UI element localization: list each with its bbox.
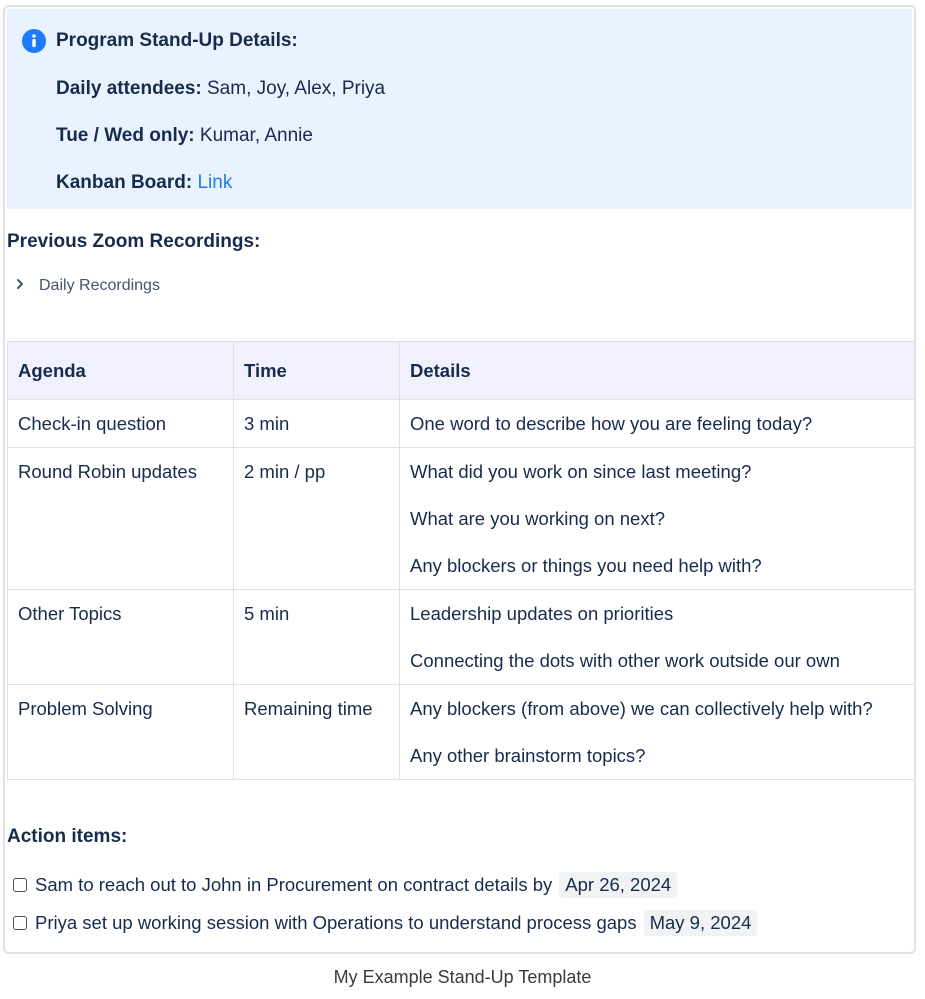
header-time: Time [234, 342, 400, 400]
agenda-text: Other Topics [18, 603, 122, 624]
kanban-board [56, 172, 232, 194]
time-cell [234, 590, 400, 685]
time-text: 3 min [244, 413, 290, 434]
details-text: Leadership updates on priorities [410, 603, 674, 624]
details-text: One word to describe how you are feeling today? [410, 413, 813, 434]
action-checkbox[interactable] [13, 878, 27, 892]
time-text: Remaining time [244, 698, 373, 719]
image-caption: My Example Stand-Up Template [333, 967, 592, 987]
tue-wed-value: Kumar, Annie [194, 125, 313, 146]
daily-attendees-label: Daily attendees: [56, 78, 202, 99]
details-text: What are you working on next? [410, 508, 666, 529]
header-agenda: Agenda [8, 342, 234, 400]
due-date[interactable]: May 9, 2024 [644, 910, 758, 936]
header-details: Details [400, 342, 917, 400]
table-row [8, 590, 917, 685]
agenda-cell [8, 590, 234, 685]
kanban-label: Kanban Board: [56, 172, 193, 193]
info-title: Program Stand-Up Details: [56, 30, 298, 51]
tue-wed-attendees [56, 125, 313, 147]
agenda-cell [8, 448, 234, 590]
action-checkbox[interactable] [13, 916, 27, 930]
time-cell [234, 685, 400, 780]
details-text: Any blockers (from above) we can collectively help with? [410, 698, 873, 719]
agenda-text: Round Robin updates [18, 461, 197, 482]
table-row [8, 685, 917, 780]
details-cell [400, 685, 917, 780]
details-text: Any blockers or things you need help with? [410, 555, 762, 576]
page-content [3, 5, 916, 954]
details-text: Connecting the dots with other work outside our own [410, 650, 840, 671]
time-cell [234, 400, 400, 448]
action-text: Sam to reach out to John in Procurement on contract details by [35, 874, 553, 895]
table-header-row [8, 342, 917, 400]
table-row [8, 400, 917, 448]
tue-wed-label: Tue / Wed only: [56, 125, 195, 146]
time-text: 2 min / pp [244, 461, 326, 482]
time-cell [234, 448, 400, 590]
daily-attendees [56, 78, 385, 100]
info-panel [7, 9, 912, 209]
details-cell [400, 448, 917, 590]
daily-attendees-value: Sam, Joy, Alex, Priya [201, 78, 386, 99]
action-items-title: Action items: [7, 826, 128, 847]
table-row [8, 448, 917, 590]
agenda-text: Check-in question [18, 413, 167, 434]
agenda-cell [8, 400, 234, 448]
daily-recordings-expand[interactable] [13, 277, 160, 295]
agenda-cell [8, 685, 234, 780]
agenda-table [7, 341, 916, 780]
due-date[interactable]: Apr 26, 2024 [559, 872, 677, 898]
action-item [13, 872, 677, 898]
action-item [13, 910, 757, 936]
agenda-text: Problem Solving [18, 698, 153, 719]
daily-recordings-label: Daily Recordings [39, 277, 160, 294]
time-text: 5 min [244, 603, 290, 624]
chevron-right-icon [13, 277, 27, 295]
kanban-link[interactable]: Link [197, 172, 233, 193]
recordings-title: Previous Zoom Recordings: [7, 231, 261, 252]
info-icon [22, 29, 46, 53]
details-cell [400, 590, 917, 685]
action-text: Priya set up working session with Operations to understand process gaps [35, 912, 637, 933]
details-text: What did you work on since last meeting? [410, 461, 752, 482]
details-text: Any other brainstorm topics? [410, 745, 646, 766]
details-cell [400, 400, 917, 448]
